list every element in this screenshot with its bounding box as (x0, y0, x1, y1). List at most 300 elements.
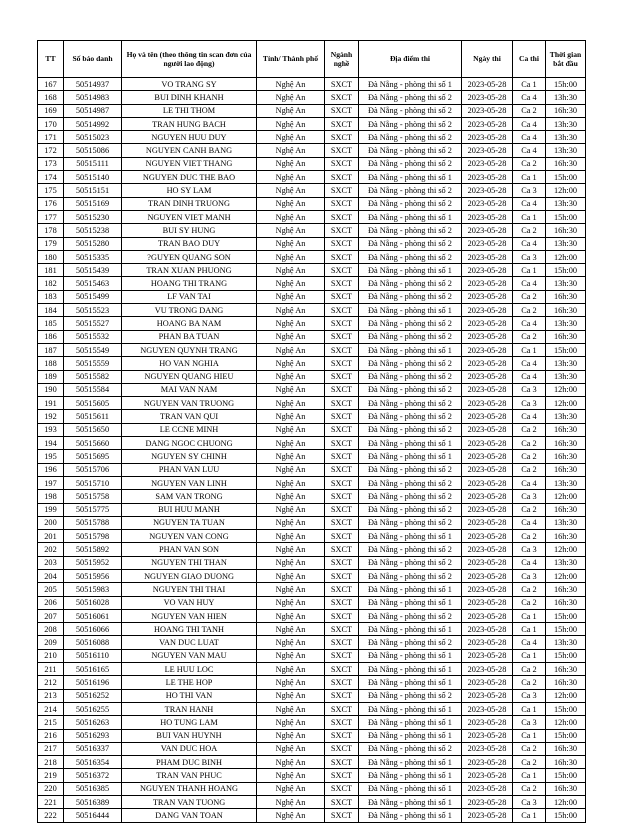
cell-province: Nghệ An (257, 184, 325, 197)
cell-date: 2023-05-28 (462, 530, 513, 543)
cell-shift: Ca 1 (513, 609, 546, 622)
table-row (38, 543, 586, 556)
cell-start-time: 16h:30 (546, 157, 586, 170)
cell-province: Nghệ An (257, 503, 325, 516)
cell-name: TRAN VAN TUONG (122, 796, 257, 809)
cell-tt: 191 (38, 397, 64, 410)
cell-date: 2023-05-28 (462, 476, 513, 489)
cell-date: 2023-05-28 (462, 264, 513, 277)
cell-name: NGUYEN VAN TRUONG (122, 397, 257, 410)
header-date: Ngày thi (462, 41, 513, 78)
cell-venue: Đà Nẵng - phòng thi số 2 (359, 197, 462, 210)
cell-name: LE CCNE MINH (122, 423, 257, 436)
table-row (38, 370, 586, 383)
cell-venue: Đà Nẵng - phòng thi số 2 (359, 636, 462, 649)
cell-start-time: 15h:00 (546, 649, 586, 662)
cell-tt: 222 (38, 809, 64, 822)
cell-date: 2023-05-28 (462, 370, 513, 383)
cell-venue: Đà Nẵng - phòng thi số 2 (359, 609, 462, 622)
cell-sbd: 50515111 (64, 157, 122, 170)
cell-date: 2023-05-28 (462, 569, 513, 582)
cell-start-time: 12h:00 (546, 569, 586, 582)
cell-province: Nghệ An (257, 543, 325, 556)
cell-name: HOANG THI TRANG (122, 277, 257, 290)
table-row (38, 702, 586, 715)
cell-start-time: 15h:00 (546, 623, 586, 636)
cell-venue: Đà Nẵng - phòng thi số 2 (359, 277, 462, 290)
cell-trade: SXCT (325, 117, 359, 130)
cell-name: NGUYEN HUU DUY (122, 131, 257, 144)
cell-tt: 216 (38, 729, 64, 742)
cell-sbd: 50515695 (64, 450, 122, 463)
cell-sbd: 50515140 (64, 171, 122, 184)
cell-venue: Đà Nẵng - phòng thi số 1 (359, 702, 462, 715)
table-row (38, 623, 586, 636)
cell-shift: Ca 3 (513, 250, 546, 263)
cell-trade: SXCT (325, 530, 359, 543)
cell-start-time: 16h:30 (546, 596, 586, 609)
table-row (38, 383, 586, 396)
cell-sbd: 50515650 (64, 423, 122, 436)
table-row (38, 117, 586, 130)
cell-tt: 190 (38, 383, 64, 396)
cell-venue: Đà Nẵng - phòng thi số 2 (359, 224, 462, 237)
cell-tt: 217 (38, 742, 64, 755)
cell-tt: 211 (38, 663, 64, 676)
cell-trade: SXCT (325, 397, 359, 410)
cell-trade: SXCT (325, 583, 359, 596)
cell-trade: SXCT (325, 131, 359, 144)
cell-venue: Đà Nẵng - phòng thi số 1 (359, 530, 462, 543)
cell-venue: Đà Nẵng - phòng thi số 1 (359, 596, 462, 609)
cell-tt: 172 (38, 144, 64, 157)
cell-date: 2023-05-28 (462, 197, 513, 210)
cell-start-time: 16h:30 (546, 330, 586, 343)
table-row (38, 343, 586, 356)
cell-sbd: 50516088 (64, 636, 122, 649)
cell-shift: Ca 4 (513, 117, 546, 130)
cell-name: MAI VAN NAM (122, 383, 257, 396)
cell-start-time: 12h:00 (546, 383, 586, 396)
cell-sbd: 50515023 (64, 131, 122, 144)
cell-date: 2023-05-28 (462, 516, 513, 529)
cell-sbd: 50516252 (64, 689, 122, 702)
cell-start-time: 16h:30 (546, 782, 586, 795)
cell-trade: SXCT (325, 676, 359, 689)
cell-shift: Ca 2 (513, 782, 546, 795)
cell-shift: Ca 1 (513, 343, 546, 356)
cell-province: Nghệ An (257, 689, 325, 702)
cell-venue: Đà Nẵng - phòng thi số 1 (359, 676, 462, 689)
table-row (38, 277, 586, 290)
cell-name: PHAN BA TUAN (122, 330, 257, 343)
cell-shift: Ca 1 (513, 809, 546, 822)
cell-tt: 196 (38, 463, 64, 476)
cell-province: Nghệ An (257, 264, 325, 277)
cell-trade: SXCT (325, 104, 359, 117)
cell-start-time: 16h:30 (546, 104, 586, 117)
cell-tt: 194 (38, 437, 64, 450)
cell-venue: Đà Nẵng - phòng thi số 2 (359, 397, 462, 410)
cell-tt: 221 (38, 796, 64, 809)
cell-province: Nghệ An (257, 423, 325, 436)
cell-province: Nghệ An (257, 224, 325, 237)
table-row (38, 636, 586, 649)
cell-province: Nghệ An (257, 756, 325, 769)
cell-venue: Đà Nẵng - phòng thi số 2 (359, 370, 462, 383)
table-row (38, 596, 586, 609)
cell-tt: 195 (38, 450, 64, 463)
cell-sbd: 50515605 (64, 397, 122, 410)
cell-date: 2023-05-28 (462, 277, 513, 290)
cell-tt: 182 (38, 277, 64, 290)
cell-start-time: 12h:00 (546, 250, 586, 263)
cell-tt: 192 (38, 410, 64, 423)
cell-date: 2023-05-28 (462, 663, 513, 676)
cell-shift: Ca 4 (513, 516, 546, 529)
cell-province: Nghệ An (257, 623, 325, 636)
cell-name: NGUYEN VAN HIEN (122, 609, 257, 622)
cell-name: TRAN BAO DUY (122, 237, 257, 250)
cell-sbd: 50514983 (64, 91, 122, 104)
cell-trade: SXCT (325, 463, 359, 476)
cell-province: Nghệ An (257, 317, 325, 330)
cell-venue: Đà Nẵng - phòng thi số 2 (359, 317, 462, 330)
cell-trade: SXCT (325, 636, 359, 649)
cell-province: Nghệ An (257, 476, 325, 489)
cell-trade: SXCT (325, 663, 359, 676)
table-row (38, 516, 586, 529)
cell-name: HO SY LAM (122, 184, 257, 197)
cell-sbd: 50516444 (64, 809, 122, 822)
table-row (38, 264, 586, 277)
cell-tt: 213 (38, 689, 64, 702)
cell-sbd: 50516354 (64, 756, 122, 769)
cell-start-time: 15h:00 (546, 809, 586, 822)
cell-start-time: 16h:30 (546, 423, 586, 436)
cell-province: Nghệ An (257, 370, 325, 383)
cell-date: 2023-05-28 (462, 357, 513, 370)
cell-name: NGUYEN VIET THANG (122, 157, 257, 170)
cell-tt: 209 (38, 636, 64, 649)
cell-trade: SXCT (325, 370, 359, 383)
cell-shift: Ca 3 (513, 184, 546, 197)
cell-date: 2023-05-28 (462, 463, 513, 476)
cell-venue: Đà Nẵng - phòng thi số 2 (359, 490, 462, 503)
cell-tt: 214 (38, 702, 64, 715)
cell-trade: SXCT (325, 769, 359, 782)
cell-date: 2023-05-28 (462, 410, 513, 423)
cell-tt: 176 (38, 197, 64, 210)
cell-tt: 168 (38, 91, 64, 104)
cell-sbd: 50515788 (64, 516, 122, 529)
cell-province: Nghệ An (257, 796, 325, 809)
cell-name: BUI HUU MANH (122, 503, 257, 516)
cell-start-time: 13h:30 (546, 370, 586, 383)
cell-date: 2023-05-28 (462, 290, 513, 303)
cell-tt: 185 (38, 317, 64, 330)
cell-province: Nghệ An (257, 250, 325, 263)
cell-sbd: 50515499 (64, 290, 122, 303)
cell-shift: Ca 4 (513, 197, 546, 210)
cell-venue: Đà Nẵng - phòng thi số 2 (359, 689, 462, 702)
cell-venue: Đà Nẵng - phòng thi số 1 (359, 663, 462, 676)
cell-date: 2023-05-28 (462, 250, 513, 263)
cell-sbd: 50516389 (64, 796, 122, 809)
cell-name: PHAN VAN LUU (122, 463, 257, 476)
cell-tt: 200 (38, 516, 64, 529)
cell-date: 2023-05-28 (462, 636, 513, 649)
cell-name: TRAN HANH (122, 702, 257, 715)
cell-sbd: 50516263 (64, 716, 122, 729)
cell-province: Nghệ An (257, 383, 325, 396)
cell-shift: Ca 1 (513, 623, 546, 636)
cell-province: Nghệ An (257, 330, 325, 343)
cell-sbd: 50515660 (64, 437, 122, 450)
cell-start-time: 15h:00 (546, 171, 586, 184)
cell-name: LF VAN TAI (122, 290, 257, 303)
cell-name: TRAN VAN PHUC (122, 769, 257, 782)
cell-trade: SXCT (325, 596, 359, 609)
cell-province: Nghệ An (257, 304, 325, 317)
cell-shift: Ca 2 (513, 583, 546, 596)
header-province: Tỉnh/ Thành phố (257, 41, 325, 78)
cell-shift: Ca 2 (513, 663, 546, 676)
cell-start-time: 13h:30 (546, 131, 586, 144)
cell-shift: Ca 2 (513, 290, 546, 303)
table-row (38, 250, 586, 263)
cell-name: HOANG BA NAM (122, 317, 257, 330)
cell-shift: Ca 4 (513, 317, 546, 330)
cell-shift: Ca 2 (513, 437, 546, 450)
cell-name: DANG VAN TOAN (122, 809, 257, 822)
cell-tt: 208 (38, 623, 64, 636)
cell-shift: Ca 1 (513, 702, 546, 715)
cell-province: Nghệ An (257, 210, 325, 223)
cell-trade: SXCT (325, 237, 359, 250)
table-row (38, 689, 586, 702)
cell-trade: SXCT (325, 782, 359, 795)
cell-name: TRAN DINH TRUONG (122, 197, 257, 210)
cell-tt: 174 (38, 171, 64, 184)
cell-venue: Đà Nẵng - phòng thi số 2 (359, 503, 462, 516)
cell-sbd: 50515439 (64, 264, 122, 277)
cell-date: 2023-05-28 (462, 796, 513, 809)
cell-date: 2023-05-28 (462, 769, 513, 782)
cell-sbd: 50516337 (64, 742, 122, 755)
cell-tt: 219 (38, 769, 64, 782)
cell-name: NGUYEN QUANG HIEU (122, 370, 257, 383)
cell-shift: Ca 1 (513, 649, 546, 662)
cell-name: NGUYEN THI THAI (122, 583, 257, 596)
cell-venue: Đà Nẵng - phòng thi số 2 (359, 410, 462, 423)
cell-province: Nghệ An (257, 397, 325, 410)
cell-start-time: 13h:30 (546, 197, 586, 210)
cell-date: 2023-05-28 (462, 383, 513, 396)
cell-name: DANG NGOC CHUONG (122, 437, 257, 450)
table-row (38, 569, 586, 582)
cell-tt: 193 (38, 423, 64, 436)
cell-tt: 173 (38, 157, 64, 170)
cell-start-time: 12h:00 (546, 397, 586, 410)
cell-date: 2023-05-28 (462, 450, 513, 463)
cell-tt: 202 (38, 543, 64, 556)
cell-sbd: 50515549 (64, 343, 122, 356)
cell-province: Nghệ An (257, 450, 325, 463)
cell-province: Nghệ An (257, 649, 325, 662)
cell-date: 2023-05-28 (462, 117, 513, 130)
cell-province: Nghệ An (257, 343, 325, 356)
cell-sbd: 50516061 (64, 609, 122, 622)
cell-sbd: 50515532 (64, 330, 122, 343)
cell-name: HO TUNG LAM (122, 716, 257, 729)
cell-trade: SXCT (325, 503, 359, 516)
cell-province: Nghệ An (257, 290, 325, 303)
cell-date: 2023-05-28 (462, 742, 513, 755)
cell-date: 2023-05-28 (462, 317, 513, 330)
cell-trade: SXCT (325, 78, 359, 91)
cell-start-time: 13h:30 (546, 277, 586, 290)
cell-sbd: 50515775 (64, 503, 122, 516)
cell-start-time: 16h:30 (546, 503, 586, 516)
cell-sbd: 50514937 (64, 78, 122, 91)
cell-shift: Ca 4 (513, 370, 546, 383)
cell-sbd: 50516110 (64, 649, 122, 662)
cell-name: NGUYEN SY CHINH (122, 450, 257, 463)
cell-trade: SXCT (325, 742, 359, 755)
cell-tt: 170 (38, 117, 64, 130)
cell-trade: SXCT (325, 569, 359, 582)
cell-start-time: 12h:00 (546, 689, 586, 702)
cell-province: Nghệ An (257, 609, 325, 622)
cell-trade: SXCT (325, 224, 359, 237)
cell-date: 2023-05-28 (462, 490, 513, 503)
table-row (38, 171, 586, 184)
cell-shift: Ca 3 (513, 796, 546, 809)
cell-trade: SXCT (325, 330, 359, 343)
cell-shift: Ca 2 (513, 530, 546, 543)
cell-name: NGUYEN THANH HOANG (122, 782, 257, 795)
table-row (38, 437, 586, 450)
cell-sbd: 50515280 (64, 237, 122, 250)
cell-venue: Đà Nẵng - phòng thi số 2 (359, 131, 462, 144)
cell-venue: Đà Nẵng - phòng thi số 2 (359, 516, 462, 529)
cell-date: 2023-05-28 (462, 157, 513, 170)
cell-trade: SXCT (325, 437, 359, 450)
cell-sbd: 50516196 (64, 676, 122, 689)
cell-shift: Ca 3 (513, 716, 546, 729)
cell-name: LE THE HOP (122, 676, 257, 689)
table-row (38, 756, 586, 769)
cell-sbd: 50514992 (64, 117, 122, 130)
cell-province: Nghệ An (257, 490, 325, 503)
cell-start-time: 15h:00 (546, 210, 586, 223)
cell-start-time: 15h:00 (546, 769, 586, 782)
cell-trade: SXCT (325, 304, 359, 317)
cell-name: HO THI VAN (122, 689, 257, 702)
cell-shift: Ca 3 (513, 689, 546, 702)
cell-name: NGUYEN THI THAN (122, 556, 257, 569)
cell-date: 2023-05-28 (462, 809, 513, 822)
cell-trade: SXCT (325, 357, 359, 370)
cell-venue: Đà Nẵng - phòng thi số 2 (359, 383, 462, 396)
header-start-time: Thời gian bắt đầu (546, 41, 586, 78)
cell-tt: 198 (38, 490, 64, 503)
cell-shift: Ca 1 (513, 171, 546, 184)
cell-venue: Đà Nẵng - phòng thi số 2 (359, 157, 462, 170)
table-row (38, 716, 586, 729)
cell-date: 2023-05-28 (462, 343, 513, 356)
cell-venue: Đà Nẵng - phòng thi số 2 (359, 117, 462, 130)
cell-date: 2023-05-28 (462, 397, 513, 410)
cell-trade: SXCT (325, 184, 359, 197)
table-row (38, 330, 586, 343)
cell-tt: 210 (38, 649, 64, 662)
header-name: Họ và tên (theo thông tin scan đơn của người lao động) (122, 41, 257, 78)
cell-province: Nghệ An (257, 769, 325, 782)
cell-date: 2023-05-28 (462, 131, 513, 144)
cell-tt: 184 (38, 304, 64, 317)
table-row (38, 157, 586, 170)
cell-province: Nghệ An (257, 437, 325, 450)
cell-province: Nghệ An (257, 237, 325, 250)
cell-province: Nghệ An (257, 782, 325, 795)
cell-trade: SXCT (325, 277, 359, 290)
cell-start-time: 16h:30 (546, 290, 586, 303)
cell-start-time: 15h:00 (546, 729, 586, 742)
cell-venue: Đà Nẵng - phòng thi số 2 (359, 543, 462, 556)
cell-province: Nghệ An (257, 410, 325, 423)
table-row (38, 197, 586, 210)
table-row (38, 450, 586, 463)
cell-shift: Ca 2 (513, 756, 546, 769)
cell-start-time: 13h:30 (546, 556, 586, 569)
cell-name: NGUYEN DUC THE BAO (122, 171, 257, 184)
cell-trade: SXCT (325, 264, 359, 277)
cell-date: 2023-05-28 (462, 330, 513, 343)
cell-venue: Đà Nẵng - phòng thi số 1 (359, 437, 462, 450)
cell-start-time: 16h:30 (546, 530, 586, 543)
cell-province: Nghệ An (257, 716, 325, 729)
cell-name: VO VAN HUY (122, 596, 257, 609)
cell-venue: Đà Nẵng - phòng thi số 2 (359, 91, 462, 104)
cell-sbd: 50515952 (64, 556, 122, 569)
cell-province: Nghệ An (257, 663, 325, 676)
cell-date: 2023-05-28 (462, 224, 513, 237)
header-venue: Địa điểm thi (359, 41, 462, 78)
cell-sbd: 50515983 (64, 583, 122, 596)
cell-sbd: 50515527 (64, 317, 122, 330)
cell-trade: SXCT (325, 689, 359, 702)
header-row (38, 41, 586, 78)
cell-name: ?GUYEN QUANG SON (122, 250, 257, 263)
cell-venue: Đà Nẵng - phòng thi số 2 (359, 184, 462, 197)
table-row (38, 476, 586, 489)
cell-start-time: 13h:30 (546, 636, 586, 649)
cell-trade: SXCT (325, 210, 359, 223)
cell-tt: 220 (38, 782, 64, 795)
cell-tt: 179 (38, 237, 64, 250)
table-row (38, 131, 586, 144)
cell-venue: Đà Nẵng - phòng thi số 2 (359, 556, 462, 569)
cell-tt: 183 (38, 290, 64, 303)
cell-trade: SXCT (325, 423, 359, 436)
cell-tt: 188 (38, 357, 64, 370)
cell-tt: 167 (38, 78, 64, 91)
cell-shift: Ca 2 (513, 676, 546, 689)
cell-start-time: 12h:00 (546, 490, 586, 503)
cell-shift: Ca 3 (513, 543, 546, 556)
